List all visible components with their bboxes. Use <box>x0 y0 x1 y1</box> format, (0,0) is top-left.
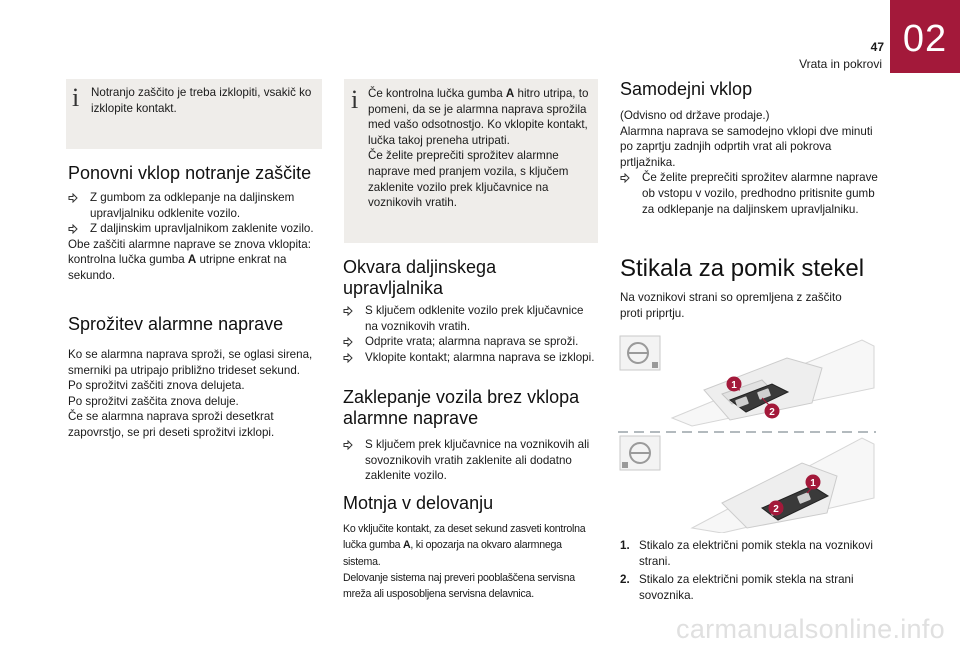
paragraph: Alarmna naprava se samodejno vklopi dve minuti po zaprtju zadnjih odprtih vrat ali pokrova prtljažnika. <box>620 124 873 169</box>
info-icon: i <box>351 85 359 114</box>
legend-item <box>620 572 878 603</box>
heading-reactivation: Ponovni vklop notranje zaščite <box>68 163 312 183</box>
bold-letter: A <box>505 87 515 100</box>
chapter-number: 02 <box>902 18 948 60</box>
paragraph-text: Ko vključite kontakt, za deset sekund zasveti kontrolna lučka gumba <box>343 523 586 552</box>
callout-2-label: 2 <box>769 407 775 418</box>
arrow-bullet-icon <box>68 190 78 208</box>
paragraph: Delovanje sistema naj preveri pooblaščena servisna mreža ali usposobljena servisna delavnica. <box>343 571 575 601</box>
heading-malfunction: Motnja v delovanju <box>343 493 494 513</box>
info-text: Če želite preprečiti sprožitev alarmne naprave med pranjem vozila, s ključem zaklenite vozilo prek ključavnice na voznikovih vratih. <box>368 149 569 210</box>
paragraph: Po sprožitvi zaščita znova deluje. <box>68 394 239 408</box>
paragraph-text: Obe zaščiti alarmne naprave se znova vklopita: kontrolna lučka gumba <box>68 237 311 267</box>
callout-2-label: 2 <box>773 504 779 515</box>
bullet-text: Z gumbom za odklepanje na daljinskem upravljalniku odklenite vozilo. <box>90 191 295 220</box>
list-item <box>620 170 878 217</box>
passenger-door-panel <box>692 438 874 533</box>
legend-list <box>620 538 878 603</box>
lhd-steering-icon <box>620 336 660 370</box>
window-switch-illustration <box>612 328 882 533</box>
arrow-bullet-icon <box>68 221 78 239</box>
bullet-text: S ključem prek ključavnice na voznikovih ali sovoznikovih vratih zaklenite ali dodatno zaklenite vozilo. <box>365 438 590 483</box>
bullet-text: Z daljinskim upravljalnikom zaklenite vozilo. <box>90 222 314 236</box>
remote-failure-list <box>343 303 597 365</box>
info-box-col2 <box>344 79 598 243</box>
legend-text: Stikalo za električni pomik stekla na voznikovi strani. <box>639 539 873 568</box>
callout-1-top <box>727 377 742 392</box>
trigger-block <box>68 347 326 441</box>
chapter-tab <box>890 0 960 73</box>
auto-block <box>620 108 878 217</box>
info-text: Notranjo zaščito je treba izklopiti, vsakič ko izklopite kontakt. <box>91 86 312 115</box>
watermark: carmanualsonline.info <box>676 614 945 644</box>
callout-1-label: 1 <box>731 380 737 391</box>
paragraph: (Odvisno od države prodaje.) <box>620 109 770 122</box>
info-text-part: hitro utripa, to pomeni, da se je alarmna naprava sprožila med vašo odsotnostjo. Ko vklopite kontakt, lučka takoj preneha utripati. <box>368 87 589 147</box>
paragraph: Ko se alarmna naprava sproži, se oglasi sirena, smerniki pa utripajo približno trideset sekund. <box>68 348 313 377</box>
paragraph <box>343 521 599 570</box>
reactivation-block <box>68 190 326 284</box>
list-item <box>68 221 326 237</box>
legend-number: 1. <box>620 539 630 552</box>
list-item <box>343 334 597 350</box>
arrow-bullet-icon <box>343 437 353 455</box>
arrow-bullet-icon <box>343 303 353 321</box>
legend-item <box>620 538 878 569</box>
info-icon: i <box>72 83 80 112</box>
callout-2-bottom <box>769 501 784 516</box>
bullet-text: Odprite vrata; alarmna naprava se sproži. <box>365 335 579 349</box>
heading-auto-activation: Samodejni vklop <box>620 79 753 99</box>
list-item <box>68 190 326 221</box>
paragraph: Po sprožitvi zaščiti znova delujeta. <box>68 379 245 393</box>
heading-trigger: Sprožitev alarmne naprave <box>68 314 284 334</box>
bold-letter: A <box>187 253 197 267</box>
arrow-bullet-icon <box>343 350 353 368</box>
heading-remote-failure: Okvara daljinskega upravljalnika <box>343 257 497 298</box>
callout-1-label: 1 <box>810 478 816 489</box>
list-item <box>343 303 597 334</box>
info-text-part: Če kontrolna lučka gumba <box>368 87 506 100</box>
info-box-col1 <box>66 79 322 149</box>
paragraph: Če se alarmna naprava sproži desetkrat zapovrstjo, se pri deseti sprožitvi izklopi. <box>68 410 275 439</box>
legend-text: Stikalo za električni pomik stekla na strani sovoznika. <box>639 573 854 602</box>
page-number: 47 <box>870 40 884 54</box>
arrow-bullet-icon <box>620 170 630 188</box>
legend-number: 2. <box>620 573 630 587</box>
list-item <box>343 350 597 366</box>
heading-lock-without-alarm: Zaklepanje vozila brez vklopa alarmne naprave <box>343 387 580 428</box>
paragraph <box>68 237 326 284</box>
windows-intro: Na voznikovi strani so opremljena z zaščito proti priprtju. <box>620 291 842 320</box>
bold-letter: A <box>403 539 411 552</box>
list-item <box>343 437 597 484</box>
info-text <box>368 86 596 148</box>
bullet-text: S ključem odklenite vozilo prek ključavnice na voznikovih vratih. <box>365 304 584 333</box>
paragraph-text: , ki opozarja na okvaro alarmnega sistema. <box>343 539 562 568</box>
malfunction-block <box>343 521 599 602</box>
bullet-text: Če želite preprečiti sprožitev alarmne naprave ob vstopu v vozilo, predhodno pritisnite gumb za odklepanje na daljinskem upravljalniku. <box>642 171 878 216</box>
heading-window-switches: Stikala za pomik stekel <box>620 255 865 282</box>
paragraph-text: utripne enkrat na sekundo. <box>68 253 287 282</box>
section-title: Vrata in pokrovi <box>799 57 882 71</box>
rhd-steering-icon <box>620 436 660 470</box>
lock-without-list <box>343 437 597 484</box>
bullet-text: Vklopite kontakt; alarmna naprava se izklopi. <box>365 350 595 364</box>
